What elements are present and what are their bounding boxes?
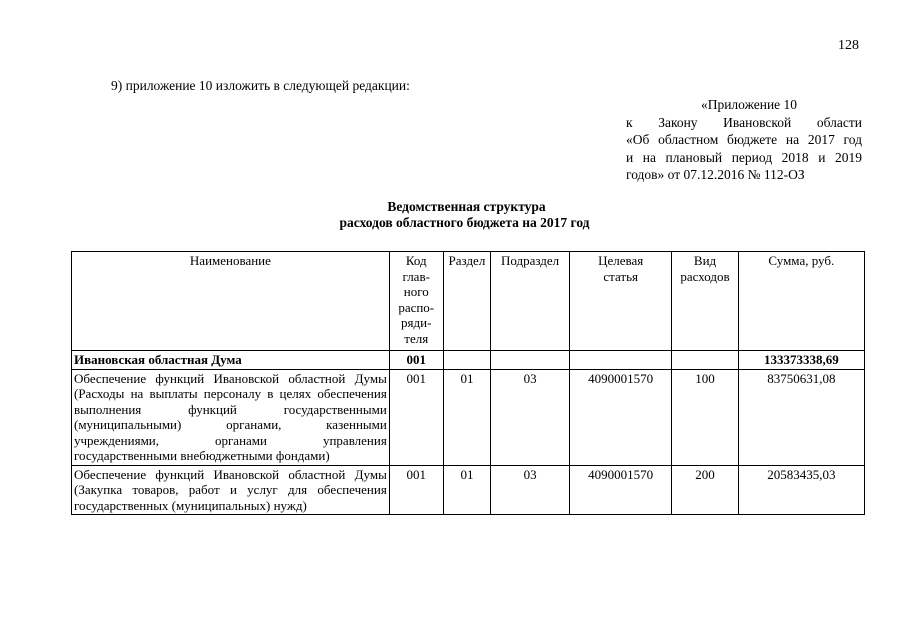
header-code: Код глав-ного распо-ряди-теля <box>389 252 443 351</box>
row-code: 001 <box>389 351 443 370</box>
appendix-line-4: и на плановый период 2018 и 2019 <box>626 149 862 165</box>
appendix-line-5: годов» от 07.12.2016 № 112-ОЗ <box>626 167 805 182</box>
header-name: Наименование <box>72 252 390 351</box>
budget-table <box>71 251 865 515</box>
header-section: Раздел <box>443 252 491 351</box>
title-line-1: Ведомственная структура <box>387 199 546 214</box>
row-section: 01 <box>443 465 491 515</box>
row-sum: 83750631,08 <box>738 369 864 465</box>
row-target: 4090001570 <box>569 369 671 465</box>
page-number: 128 <box>838 38 859 53</box>
row-code: 001 <box>389 465 443 515</box>
table-row <box>72 369 865 465</box>
row-expense: 200 <box>672 465 738 515</box>
header-sum: Сумма, руб. <box>738 252 864 351</box>
row-name: Ивановская областная Дума <box>72 351 390 370</box>
row-expense <box>672 351 738 370</box>
table-row <box>72 465 865 515</box>
row-subsection: 03 <box>491 465 570 515</box>
row-name: Обеспечение функций Ивановской областной Думы (Закупка товаров, работ и услуг для обеспечения государственных (муниципальных) нужд) <box>72 465 390 515</box>
row-section: 01 <box>443 369 491 465</box>
table-header-row <box>72 252 865 351</box>
appendix-line-3: «Об областном бюджете на 2017 год <box>626 132 862 147</box>
header-target: Целевая статья <box>569 252 671 351</box>
row-name: Обеспечение функций Ивановской областной Думы (Расходы на выплаты персоналу в целях обеспечения выполнения функций государственными (муниципальными) органами, казенными учреждениями, органами управления государственными внебюджетными фондами) <box>72 369 390 465</box>
row-target: 4090001570 <box>569 465 671 515</box>
header-expense: Вид расходов <box>672 252 738 351</box>
row-subsection: 03 <box>491 369 570 465</box>
header-subsection: Подраздел <box>491 252 570 351</box>
title-line-2: расходов областного бюджета на 2017 год <box>339 215 590 230</box>
amendment-instruction: 9) приложение 10 изложить в следующей редакции: <box>111 78 410 93</box>
row-subsection <box>491 351 570 370</box>
appendix-line-2: к Закону Ивановской области <box>626 114 862 130</box>
row-sum: 20583435,03 <box>738 465 864 515</box>
row-target <box>569 351 671 370</box>
table-row <box>72 351 865 370</box>
row-expense: 100 <box>672 369 738 465</box>
document-title <box>0 199 905 231</box>
row-sum: 133373338,69 <box>738 351 864 370</box>
row-code: 001 <box>389 369 443 465</box>
appendix-reference <box>626 96 862 184</box>
appendix-line-1: «Приложение 10 <box>700 97 798 112</box>
row-section <box>443 351 491 370</box>
